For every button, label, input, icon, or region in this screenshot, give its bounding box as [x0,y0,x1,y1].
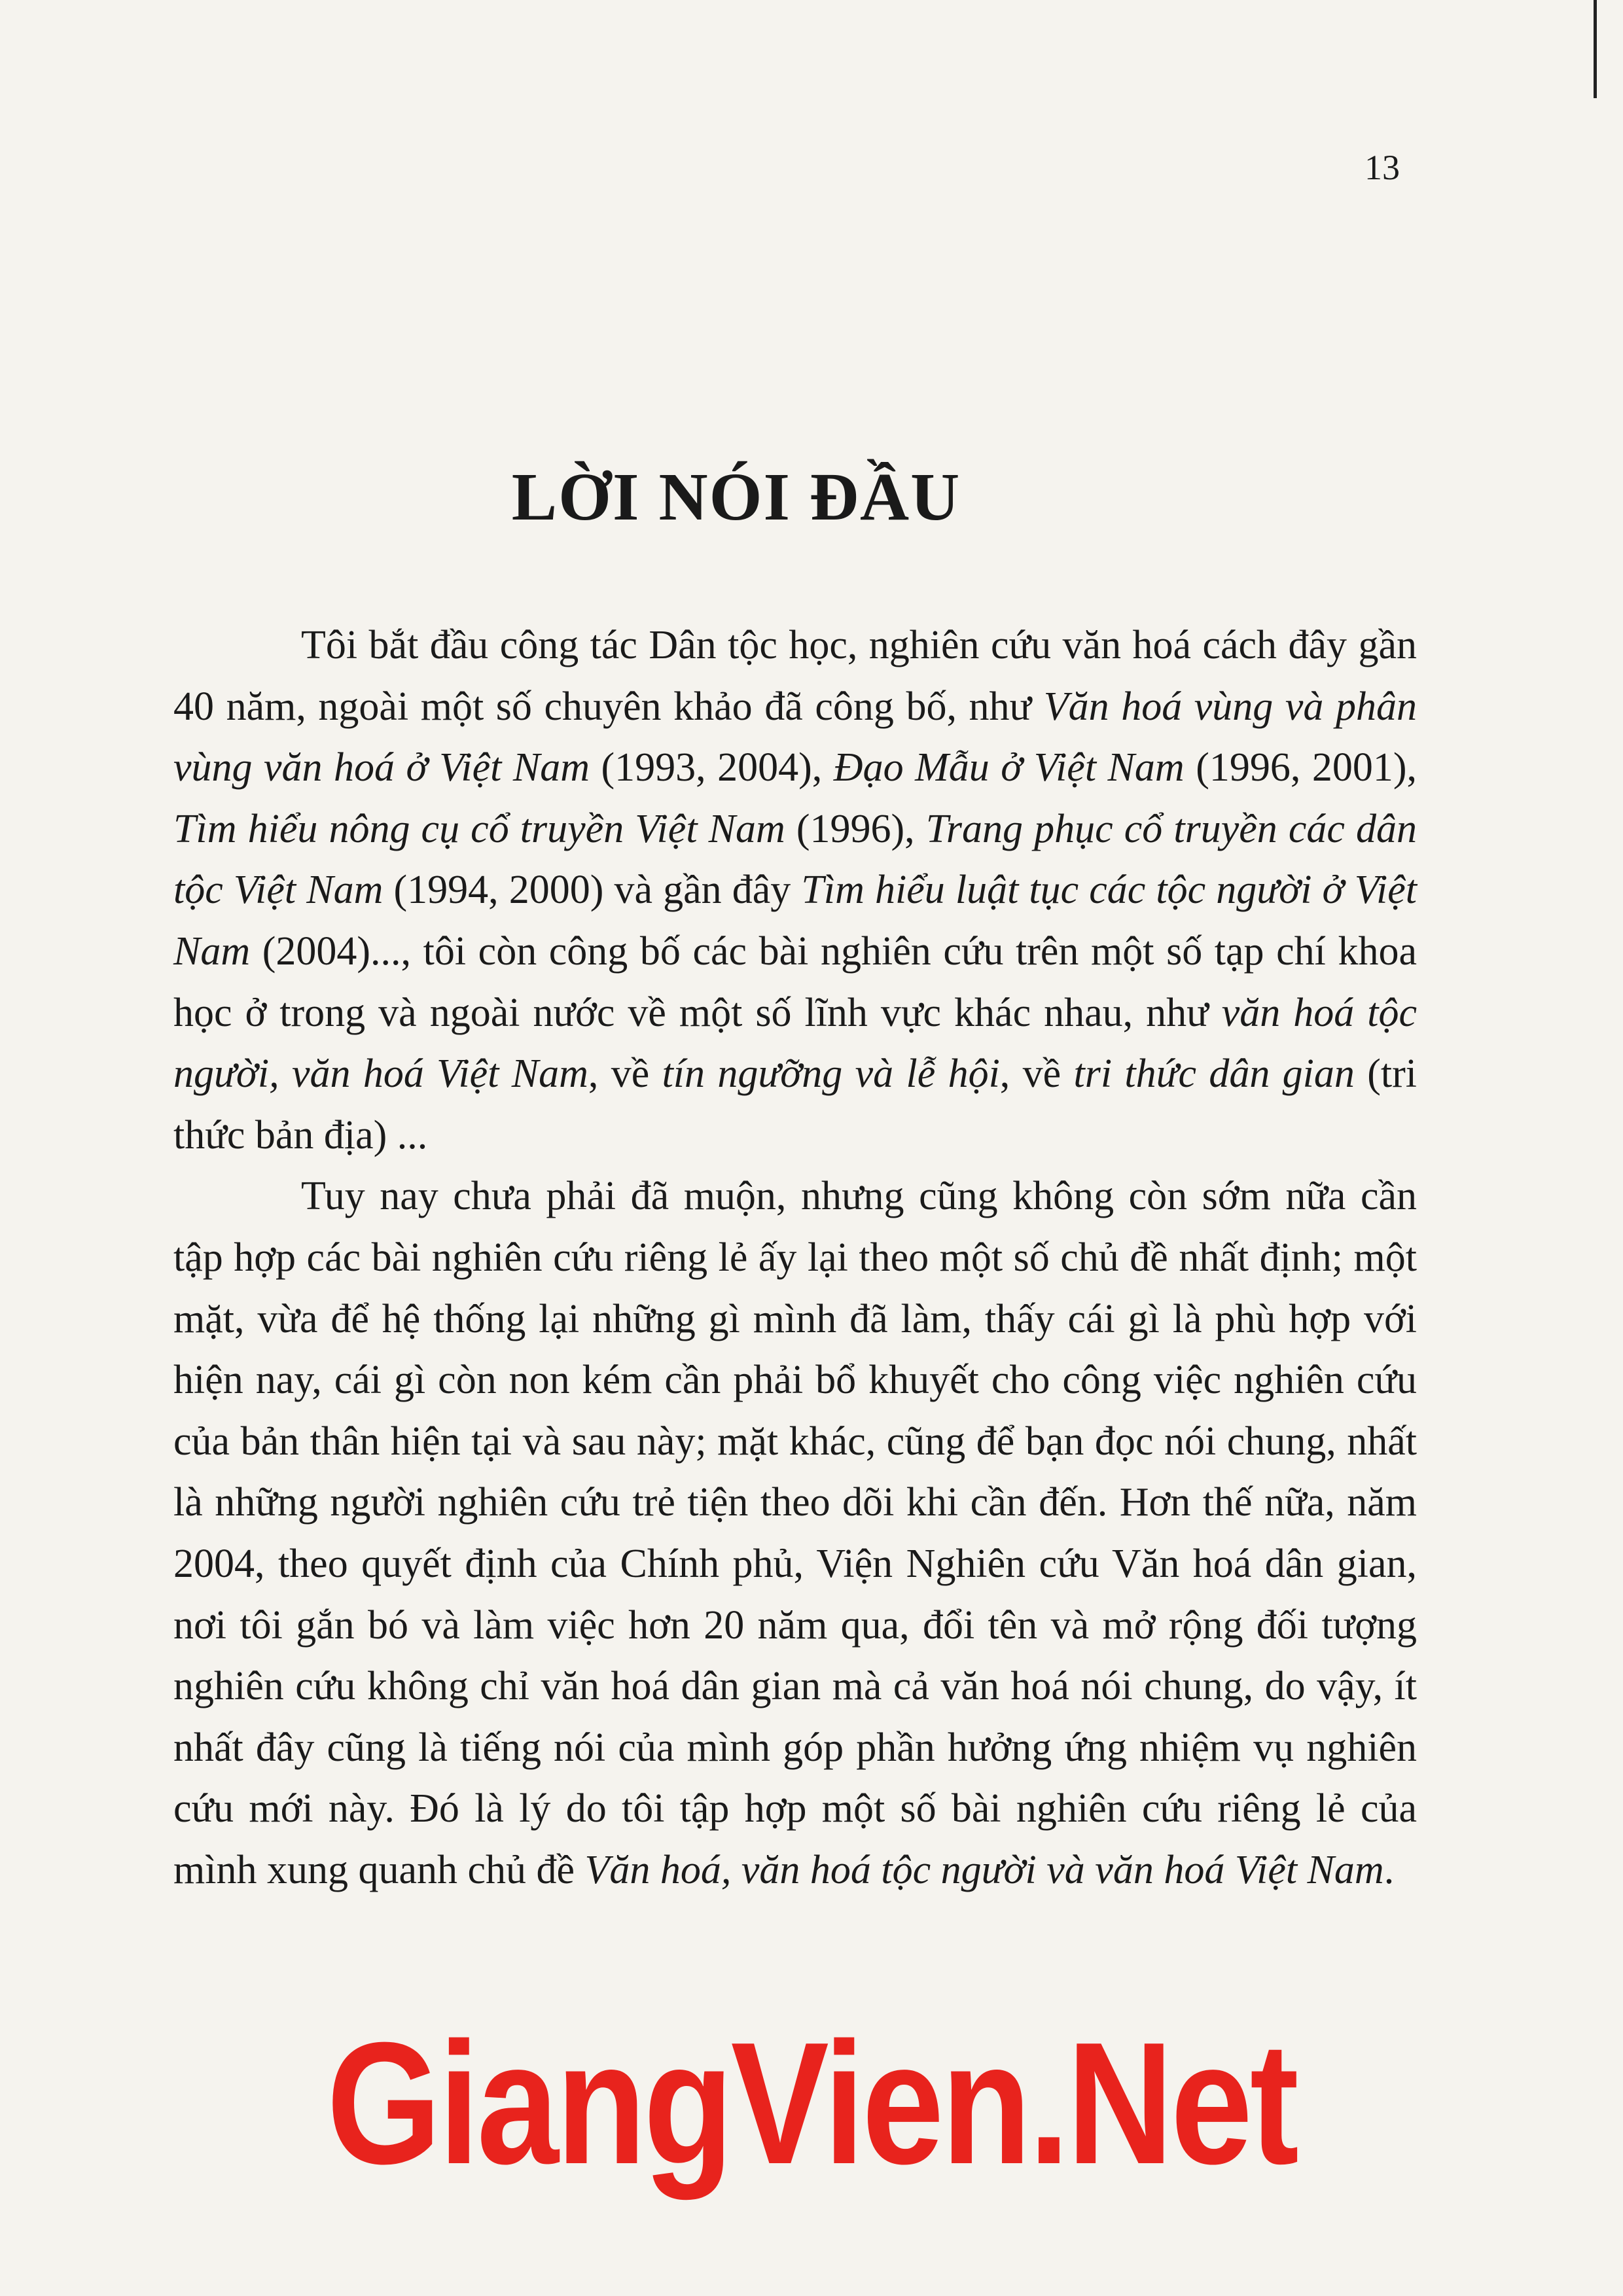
text-run: (1996, 2001), [1184,745,1417,790]
paragraph [173,1166,1417,1901]
text-run: Tuy nay chưa phải đã muộn, nhưng cũng không còn sớm nữa cần tập hợp các bài nghiên cứu riêng lẻ ấy lại theo một số chủ đề nhất định; một mặt, vừa để hệ thống lại những gì mình đã làm, thấy cái gì là phù hợp với hiện nay, cái gì còn non kém cần phải bổ khuyết cho công việc nghiên cứu của bản thân hiện tại và sau này; mặt khác, cũng để bạn đọc nói chung, nhất là những người nghiên cứu trẻ tiện theo dõi khi cần đến. Hơn thế nữa, năm 2004, theo quyết định của Chính phủ, Viện Nghiên cứu Văn hoá dân gian, nơi tôi gắn bó và làm việc hơn 20 năm qua, đổi tên và mở rộng đối tượng nghiên cứu không chỉ văn hoá dân gian mà cả văn hoá nói chung, do vậy, ít nhất đây cũng là tiếng nói của mình góp phần hưởng ứng nhiệm vụ nghiên cứu mới này. Đó là lý do tôi tập hợp một số bài nghiên cứu riêng lẻ của mình xung quanh chủ đề [173,1174,1417,1892]
italic-text: Tìm hiểu luật tục các tộc người ở Việt Nam [173,868,1417,974]
page-number: 13 [1364,148,1400,187]
watermark-logo: GiangVien.Net [327,2005,1296,2200]
italic-text: tri thức dân gian [1073,1051,1355,1097]
italic-text: Đạo Mẫu ở Việt Nam [833,745,1185,790]
text-run: Tôi bắt đầu công tác Dân tộc học, nghiên cứu văn hoá cách đây gần 40 năm, ngoài một số chuyên khảo đã công bố, như [173,623,1417,729]
text-run: (tri thức bản địa) ... [173,1051,1417,1157]
text-run: , về [588,1051,662,1097]
italic-text: Trang phục cổ truyền các dân tộc Việt Nam [173,806,1417,913]
page-edge-line [1594,0,1597,98]
italic-text: văn hoá tộc người, văn hoá Việt Nam [173,990,1417,1097]
page-title: LỜI NÓI ĐẦU [511,459,961,535]
text-run: (2004)..., tôi còn công bố các bài nghiên cứu trên một số tạp chí khoa học ở trong và ngoài nước về một số lĩnh vực khác nhau, như [173,928,1417,1035]
text-run: (1994, 2000) và gần đây [383,868,802,913]
text-run: . [1383,1847,1395,1892]
italic-text: Văn hoá, văn hoá tộc người và văn hoá Việt Nam [584,1847,1384,1892]
italic-text: Văn hoá vùng và phân vùng văn hoá ở Việt Nam [173,684,1417,790]
text-run: , về [999,1051,1074,1097]
italic-text: tín ngưỡng và lễ hội [662,1051,1000,1097]
italic-text: Tìm hiểu nông cụ cổ truyền Việt Nam [173,806,785,851]
body-text [173,615,1417,1901]
text-run: (1996), [785,806,926,851]
text-run: (1993, 2004), [590,745,834,790]
paragraph [173,615,1417,1166]
